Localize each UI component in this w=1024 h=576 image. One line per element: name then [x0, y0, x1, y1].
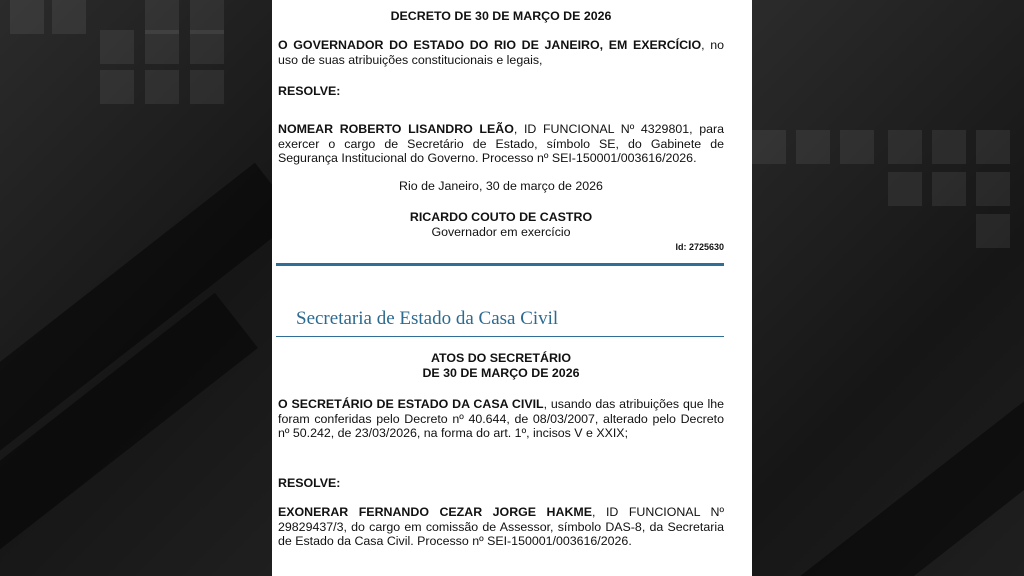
background-tile — [888, 172, 922, 206]
background-tile — [145, 30, 179, 64]
decree-preamble-text: , no uso de suas atribuições constitucionais e legais, — [278, 38, 725, 67]
background-tile — [976, 172, 1010, 206]
official-gazette-page — [272, 0, 752, 576]
decree-preamble-authority: O GOVERNADOR DO ESTADO DO RIO DE JANEIRO, EM EXERCÍCIO — [278, 38, 702, 52]
acts-preamble-authority: O SECRETÁRIO DE ESTADO DA CASA CIVIL — [278, 397, 544, 411]
decree-place-date: Rio de Janeiro, 30 de março de 2026 — [399, 179, 603, 193]
acts-preamble-text: , usando das atribuições que lhe foram conferidas pelo Decreto nº 40.644, de 08/03/2007, alterado pelo Decreto nº 50.242, de 23/03/2026, na forma do art. 1º, incisos V e XXIX; — [278, 397, 724, 440]
acts-preamble — [278, 397, 724, 441]
background-tile — [932, 130, 966, 164]
decree-preamble — [278, 38, 724, 67]
background-tile — [100, 30, 134, 64]
background-tile — [976, 214, 1010, 248]
background-tile — [932, 172, 966, 206]
acts-body-text: , ID FUNCIONAL Nº 29829437/3, do cargo em comissão de Assessor, símbolo DAS-8, da Secretaria de Estado da Casa Civil. Processo nº SEI-150001/003616/2026. — [278, 505, 724, 548]
background-tile — [190, 30, 224, 64]
background-tile — [888, 130, 922, 164]
section-title: Secretaria de Estado da Casa Civil — [296, 308, 559, 329]
background-tile — [840, 130, 874, 164]
acts-heading-line1: ATOS DO SECRETÁRIO — [431, 351, 571, 365]
background-tile — [145, 0, 179, 34]
background-tile — [190, 70, 224, 104]
acts-heading-line2: DE 30 DE MARÇO DE 2026 — [422, 366, 580, 380]
decree-resolve-label: RESOLVE: — [278, 84, 341, 98]
decree-body-action: NOMEAR ROBERTO LISANDRO LEÃO — [278, 122, 514, 136]
background-tile — [976, 130, 1010, 164]
background-tile — [796, 130, 830, 164]
acts-resolve-label: RESOLVE: — [278, 476, 341, 490]
background-tile — [190, 0, 224, 34]
right-background-panel — [752, 0, 1024, 576]
left-background-panel — [0, 0, 272, 576]
decree-body — [278, 122, 724, 166]
background-tile — [52, 0, 86, 34]
decree-signer-name: RICARDO COUTO DE CASTRO — [409, 210, 593, 224]
background-tile — [10, 0, 44, 34]
decree-title: DECRETO DE 30 DE MARÇO DE 2026 — [390, 9, 612, 23]
section-divider-thick — [276, 263, 724, 266]
section-title-underline — [276, 336, 724, 337]
decree-id: Id: 2725630 — [675, 242, 724, 252]
decree-body-text: , ID FUNCIONAL Nº 4329801, para exercer o cargo de Secretário de Estado, símbolo SE, do Gabinete de Segurança Institucional do Governo. Processo nº SEI-150001/003616/2026. — [278, 122, 725, 165]
background-tile — [145, 70, 179, 104]
decree-signer-role: Governador em exercício — [431, 225, 571, 239]
acts-body-action: EXONERAR FERNANDO CEZAR JORGE HAKME — [278, 505, 592, 519]
acts-body — [278, 505, 724, 549]
background-tile — [100, 70, 134, 104]
background-tile — [752, 130, 786, 164]
background-stripe — [754, 243, 1024, 576]
